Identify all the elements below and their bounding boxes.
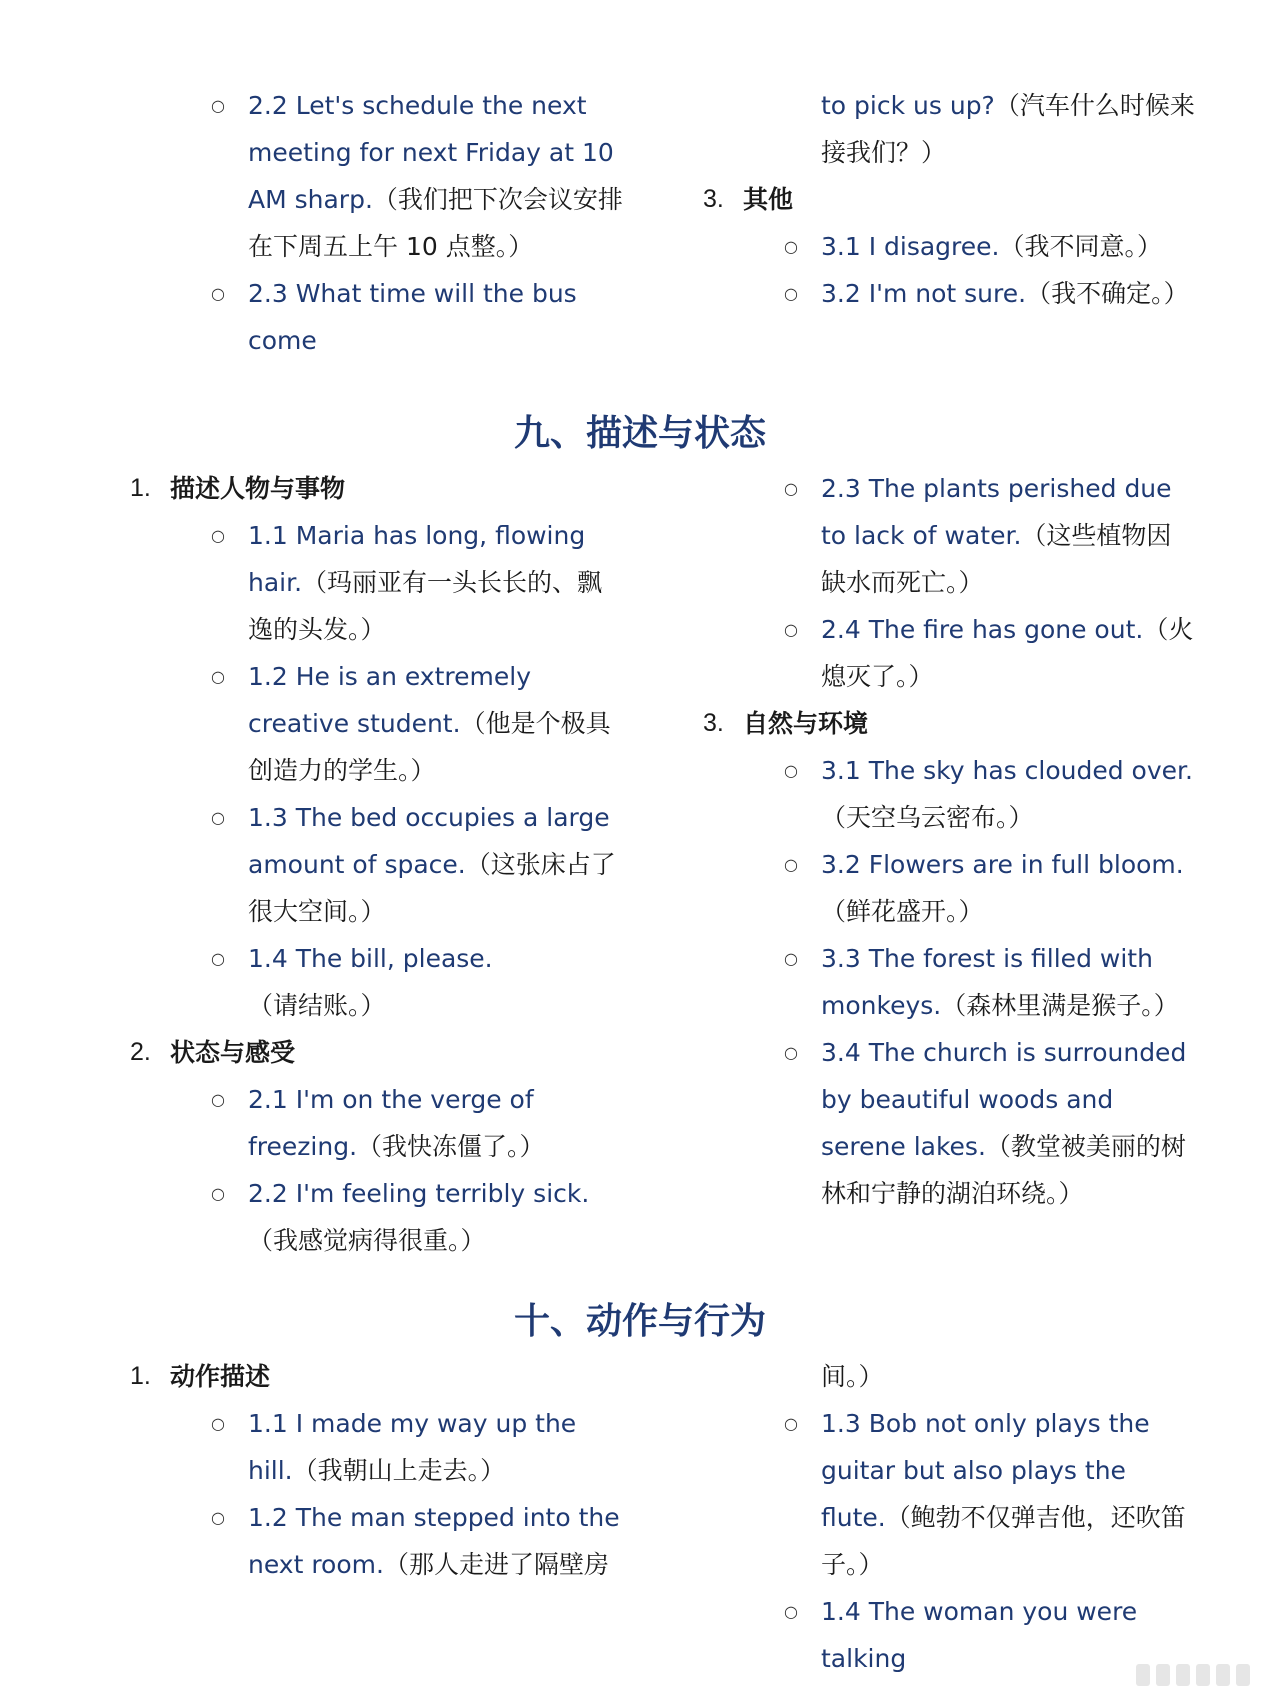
section-heading-9: 九、描述与状态 <box>513 413 766 454</box>
list-item <box>211 512 623 653</box>
chinese-translation: （森林里满是猴子。） <box>941 991 1179 1020</box>
subsection-describe <box>130 465 655 512</box>
english-sentence: 3.1 I disagree. <box>821 232 1000 261</box>
bullet-icon: ○ <box>784 761 798 780</box>
logo-mark <box>1176 1664 1190 1686</box>
english-sentence: 3.2 Flowers are in full bloom. <box>821 850 1184 879</box>
english-sentence: 1.4 The bill, please. <box>248 944 493 973</box>
english-sentence: 3.2 I'm not sure. <box>821 279 1027 308</box>
bullet-icon: ○ <box>784 620 798 639</box>
chinese-translation: （我不同意。） <box>999 232 1163 261</box>
section-number: 3. <box>703 185 724 213</box>
english-sentence: 1.1 Maria has long, flowing hair. <box>248 521 586 597</box>
chinese-translation: （请结账。） <box>248 991 386 1020</box>
list-item <box>784 270 1196 317</box>
list-item <box>211 270 623 364</box>
english-sentence: 1.2 The man stepped into the next room. <box>248 1503 620 1579</box>
logo-mark <box>1156 1664 1170 1686</box>
watermark-logo <box>1136 1664 1250 1686</box>
chinese-translation: （天空乌云密布。） <box>821 803 1034 832</box>
english-sentence: 3.3 The forest is filled with monkeys. <box>821 944 1153 1020</box>
list-item <box>211 1494 623 1588</box>
list-item <box>211 1400 623 1494</box>
english-sentence: 2.2 Let's schedule the next meeting for next Friday at 10 AM sharp. <box>248 91 614 214</box>
chinese-translation: （那人走进了隔壁房 <box>383 1550 609 1579</box>
top-right-column <box>703 82 1228 317</box>
chinese-translation: （鲜花盛开。） <box>821 897 984 926</box>
continued-item <box>821 1353 1196 1400</box>
chinese-translation: （这些植物因缺水而死亡。） <box>821 521 1172 597</box>
chinese-translation: （他是个极具创造力的学生。） <box>248 709 611 785</box>
logo-mark <box>1136 1664 1150 1686</box>
section9-left-column <box>130 465 655 1264</box>
list-item <box>784 465 1196 606</box>
chinese-translation: 间。） <box>821 1362 884 1391</box>
chinese-translation: （火熄灭了。） <box>821 615 1194 691</box>
chinese-translation: （我不确定。） <box>1026 279 1189 308</box>
bullet-icon: ○ <box>211 808 225 827</box>
top-left-column <box>130 82 655 364</box>
chinese-translation: （教堂被美丽的树林和宁静的湖泊环绕。） <box>821 1132 1186 1208</box>
english-sentence: 3.4 The church is surrounded by beautiful woods and serene lakes. <box>821 1038 1187 1161</box>
bullet-icon: ○ <box>211 667 225 686</box>
subsection-state <box>130 1029 655 1076</box>
bullet-icon: ○ <box>784 1414 798 1433</box>
chinese-translation: （鲍勃不仅弹吉他，还吹笛子。） <box>821 1503 1186 1579</box>
chinese-translation: （我感觉病得很重。） <box>248 1226 486 1255</box>
list-item <box>211 653 623 794</box>
bullet-icon: ○ <box>211 1090 225 1109</box>
english-sentence: 2.4 The fire has gone out. <box>821 615 1144 644</box>
chinese-translation: （汽车什么时候来接我们？） <box>821 91 1195 167</box>
english-sentence: 2.2 I'm feeling terribly sick. <box>248 1179 590 1208</box>
logo-mark <box>1236 1664 1250 1686</box>
section9-right-column <box>703 465 1228 1217</box>
bullet-icon: ○ <box>784 284 798 303</box>
section-title: 状态与感受 <box>170 1038 296 1067</box>
chinese-translation: （我快冻僵了。） <box>357 1132 545 1161</box>
list-item <box>211 1076 623 1170</box>
list-item <box>211 82 623 270</box>
section-other <box>703 176 1228 223</box>
bullet-icon: ○ <box>211 526 225 545</box>
list-item <box>784 1400 1196 1588</box>
list-item <box>211 794 623 935</box>
section10-right-column <box>703 1353 1228 1682</box>
list-item <box>784 935 1196 1029</box>
english-sentence: 2.3 What time will the bus come <box>248 279 577 355</box>
list-item <box>784 1029 1196 1217</box>
section-title: 描述人物与事物 <box>170 474 346 503</box>
chinese-translation: （我们把下次会议安排在下周五上午 10 点整。） <box>248 185 623 261</box>
bullet-icon: ○ <box>211 1414 225 1433</box>
subsection-nature <box>703 700 1228 747</box>
section10-left-column <box>130 1353 655 1588</box>
chinese-translation: （这张床占了很大空间。） <box>248 850 616 926</box>
bullet-icon: ○ <box>784 949 798 968</box>
english-sentence: 1.4 The woman you were talking <box>821 1597 1138 1673</box>
chinese-translation: （我朝山上走去。） <box>292 1456 506 1485</box>
logo-mark <box>1196 1664 1210 1686</box>
bullet-icon: ○ <box>211 949 225 968</box>
list-item <box>784 747 1196 841</box>
bullet-icon: ○ <box>784 1043 798 1062</box>
english-sentence: 3.1 The sky has clouded over. <box>821 756 1193 785</box>
english-sentence: 1.3 The bed occupies a large amount of space. <box>248 803 610 879</box>
bullet-icon: ○ <box>211 1508 225 1527</box>
bullet-icon: ○ <box>211 1184 225 1203</box>
english-sentence: to pick us up? <box>821 91 995 120</box>
section-number: 1. <box>130 1362 151 1390</box>
english-sentence: 1.1 I made my way up the hill. <box>248 1409 577 1485</box>
continued-item <box>821 82 1196 176</box>
english-sentence: 1.2 He is an extremely creative student. <box>248 662 531 738</box>
logo-mark <box>1216 1664 1230 1686</box>
section-number: 3. <box>703 709 724 737</box>
english-sentence: 2.3 The plants perished due to lack of water. <box>821 474 1172 550</box>
chinese-translation: （玛丽亚有一头长长的、飘逸的头发。） <box>248 568 603 644</box>
list-item <box>784 841 1196 935</box>
bullet-icon: ○ <box>784 479 798 498</box>
section-heading-10: 十、动作与行为 <box>513 1301 766 1342</box>
section-title: 自然与环境 <box>743 709 869 738</box>
list-item <box>211 1170 623 1264</box>
subsection-actions <box>130 1353 655 1400</box>
english-sentence: 1.3 Bob not only plays the guitar but also plays the flute. <box>821 1409 1150 1532</box>
list-item <box>784 606 1196 700</box>
bullet-icon: ○ <box>784 1602 798 1621</box>
bullet-icon: ○ <box>211 96 225 115</box>
section-number: 1. <box>130 474 151 502</box>
section-number: 2. <box>130 1038 151 1066</box>
list-item <box>211 935 623 1029</box>
bullet-icon: ○ <box>211 284 225 303</box>
section-title: 其他 <box>743 185 794 214</box>
bullet-icon: ○ <box>784 237 798 256</box>
bullet-icon: ○ <box>784 855 798 874</box>
list-item <box>784 223 1196 270</box>
english-sentence: 2.1 I'm on the verge of freezing. <box>248 1085 534 1161</box>
section-title: 动作描述 <box>170 1362 271 1391</box>
